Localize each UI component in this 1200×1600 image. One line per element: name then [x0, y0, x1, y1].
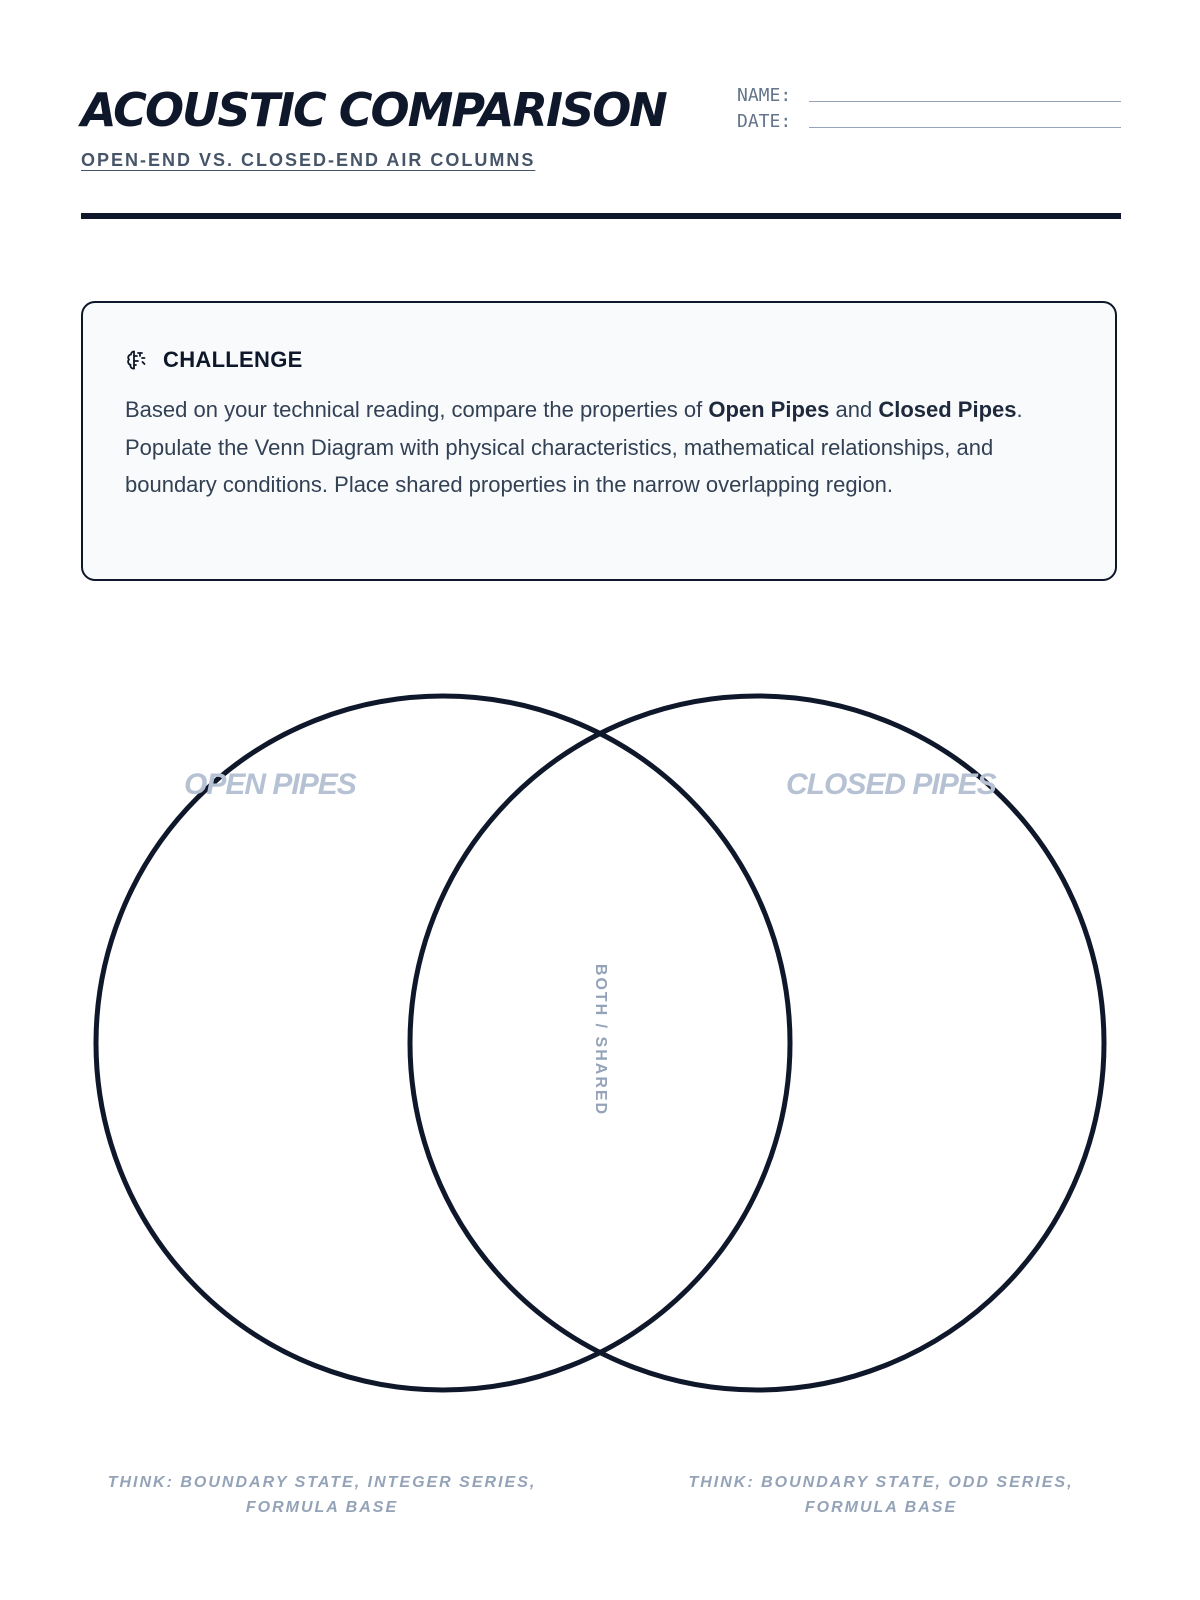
name-field[interactable]	[737, 80, 1121, 106]
page-title: ACOUSTIC COMPARISON	[81, 83, 666, 137]
date-label: DATE:	[737, 111, 792, 132]
challenge-text	[125, 391, 1075, 504]
brain-icon	[125, 348, 149, 372]
challenge-text-2: and	[829, 397, 879, 422]
worksheet-page	[81, 0, 1121, 1600]
shared-region-label: BOTH / SHARED	[592, 963, 609, 1117]
date-field[interactable]	[737, 106, 1121, 132]
closed-pipes-hint-line2: FORMULA BASE	[804, 1499, 958, 1516]
date-line[interactable]	[809, 109, 1121, 128]
closed-pipes-term: Closed Pipes	[878, 397, 1017, 422]
worksheet-header	[81, 80, 1121, 220]
open-pipes-term: Open Pipes	[708, 397, 830, 422]
page-subtitle: OPEN-END VS. CLOSED-END AIR COLUMNS	[81, 150, 536, 170]
name-label: NAME:	[737, 85, 792, 106]
open-pipes-label: OPEN PIPES	[184, 768, 356, 801]
name-line[interactable]	[809, 83, 1121, 102]
challenge-box	[81, 301, 1117, 581]
closed-pipes-label: CLOSED PIPES	[786, 768, 996, 801]
challenge-heading	[125, 347, 303, 373]
closed-pipes-hint-line1: THINK: BOUNDARY STATE, ODD SERIES,	[688, 1474, 1074, 1491]
open-pipes-hint-line1: THINK: BOUNDARY STATE, INTEGER SERIES,	[107, 1474, 537, 1491]
challenge-text-3: . Populate the Venn Diagram with physical characteristics, mathematical relationships, and boundary conditions. Place shared properties in the narrow overlapping region.	[125, 397, 1023, 497]
challenge-text-1: Based on your technical reading, compare the properties of	[125, 397, 709, 422]
challenge-title: CHALLENGE	[163, 347, 303, 372]
student-fields	[737, 80, 1121, 132]
header-divider	[81, 213, 1121, 219]
open-pipes-hint-line2: FORMULA BASE	[245, 1499, 399, 1516]
